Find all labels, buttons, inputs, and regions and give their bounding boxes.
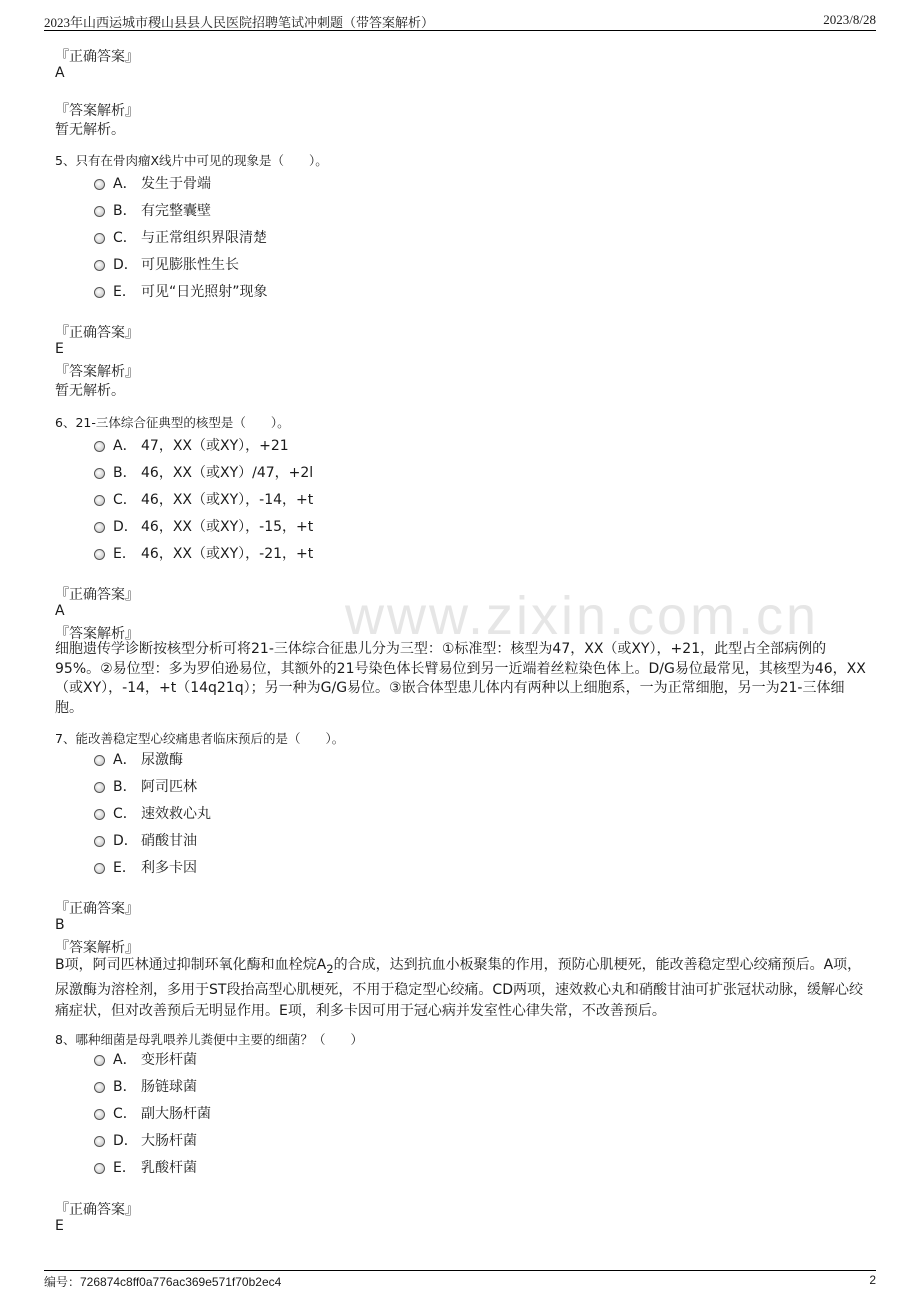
question-7-stem: 7、能改善稳定型心绞痛患者临床预后的是（ ）。 bbox=[55, 731, 345, 746]
question-6-stem: 6、21-三体综合征典型的核型是（ ）。 bbox=[55, 415, 290, 430]
q7-answer-value: B bbox=[55, 917, 65, 933]
document-date: 2023/8/28 bbox=[823, 12, 876, 27]
q7-option-b[interactable]: B． 阿司匹林 bbox=[94, 776, 197, 796]
radio-icon[interactable] bbox=[94, 179, 105, 190]
question-5-stem: 5、只有在骨肉瘤X线片中可见的现象是（ ）。 bbox=[55, 153, 328, 168]
analysis-label: 『答案解析』 bbox=[55, 364, 139, 380]
page-header bbox=[44, 10, 876, 31]
analysis-label: 『答案解析』 bbox=[55, 626, 139, 642]
page-footer bbox=[44, 1270, 876, 1291]
answer-label: 『正确答案』 bbox=[55, 1202, 139, 1218]
q8-option-c[interactable]: C． 副大肠杆菌 bbox=[94, 1103, 211, 1123]
answer-label: 『正确答案』 bbox=[55, 587, 139, 603]
q5-answer-value: E bbox=[55, 341, 64, 357]
q7-option-d[interactable]: D． 硝酸甘油 bbox=[94, 830, 197, 850]
q6-option-e[interactable]: E． 46，XX（或XY），-21，+t bbox=[94, 543, 313, 563]
q8-option-e[interactable]: E． 乳酸杆菌 bbox=[94, 1157, 197, 1177]
q8-option-b[interactable]: B． 肠链球菌 bbox=[94, 1076, 197, 1096]
analysis-label: 『答案解析』 bbox=[55, 940, 139, 956]
radio-icon[interactable] bbox=[94, 755, 105, 766]
radio-icon[interactable] bbox=[94, 495, 105, 506]
document-serial: 编号：726874c8ff0a776ac369e571f70b2ec4 bbox=[44, 1275, 282, 1289]
radio-icon[interactable] bbox=[94, 782, 105, 793]
q7-option-c[interactable]: C． 速效救心丸 bbox=[94, 803, 211, 823]
q8-option-d[interactable]: D． 大肠杆菌 bbox=[94, 1130, 197, 1150]
q6-option-b[interactable]: B． 46，XX（或XY）/47，+2l bbox=[94, 462, 313, 482]
q5-option-b[interactable]: B． 有完整囊壁 bbox=[94, 200, 211, 220]
radio-icon[interactable] bbox=[94, 1109, 105, 1120]
q5-option-d[interactable]: D． 可见膨胀性生长 bbox=[94, 254, 239, 274]
q6-option-c[interactable]: C． 46，XX（或XY），-14，+t bbox=[94, 489, 313, 509]
radio-icon[interactable] bbox=[94, 260, 105, 271]
page-number: 2 bbox=[869, 1273, 876, 1287]
q6-option-d[interactable]: D． 46，XX（或XY），-15，+t bbox=[94, 516, 313, 536]
radio-icon[interactable] bbox=[94, 233, 105, 244]
radio-icon[interactable] bbox=[94, 206, 105, 217]
radio-icon[interactable] bbox=[94, 809, 105, 820]
document-title: 2023年山西运城市稷山县县人民医院招聘笔试冲刺题（带答案解析） bbox=[44, 15, 435, 30]
analysis-label: 『答案解析』 bbox=[55, 103, 139, 119]
q8-option-a[interactable]: A． 变形杆菌 bbox=[94, 1049, 197, 1069]
q5-option-e[interactable]: E． 可见“日光照射”现象 bbox=[94, 281, 268, 301]
radio-icon[interactable] bbox=[94, 468, 105, 479]
q5-analysis-text: 暂无解析。 bbox=[55, 383, 125, 399]
answer-label: 『正确答案』 bbox=[55, 325, 139, 341]
radio-icon[interactable] bbox=[94, 522, 105, 533]
answer-value: A bbox=[55, 65, 65, 81]
watermark: www.zixin.com.cn bbox=[345, 586, 820, 646]
q7-analysis-text: B项，阿司匹林通过抑制环氧化酶和血栓烷$A_2$的合成，达到抗血小板聚集的作用，预防心肌梗死，能改善稳定型心绞痛预后。A项，尿激酶为溶栓剂，多用于ST段抬高型心肌梗死，不用于稳定型心绞痛。CD两项，速效救心丸和硝酸甘油可扩张冠状动脉，缓解心绞痛症状，但对改善预后无明显作用。E项，利多卡因可用于冠心病并发室性心律失常，不改善预后。 bbox=[55, 957, 863, 1019]
q6-analysis-text: 细胞遗传学诊断按核型分析可将21-三体综合征患儿分为三型：①标准型：核型为47，XX（或XY），+21，此型占全部病例的95%。②易位型：多为罗伯逊易位，其额外的21号染色体长臂易位到另一近端着丝粒染色体上。D/G易位最常见，其核型为46，XX（或XY），-14，+t（14q21q）；另一种为G/G易位。③嵌合体型患儿体内有两种以上细胞系，一为正常细胞，另一为21-三体细胞。 bbox=[55, 641, 866, 716]
q7-option-a[interactable]: A． 尿激酶 bbox=[94, 749, 183, 769]
radio-icon[interactable] bbox=[94, 1163, 105, 1174]
radio-icon[interactable] bbox=[94, 287, 105, 298]
analysis-text: 暂无解析。 bbox=[55, 122, 125, 138]
radio-icon[interactable] bbox=[94, 441, 105, 452]
radio-icon[interactable] bbox=[94, 863, 105, 874]
q5-option-c[interactable]: C． 与正常组织界限清楚 bbox=[94, 227, 267, 247]
q6-option-a[interactable]: A． 47，XX（或XY），+21 bbox=[94, 435, 289, 455]
q5-option-a[interactable]: A． 发生于骨端 bbox=[94, 173, 211, 193]
answer-label: 『正确答案』 bbox=[55, 49, 139, 65]
q7-option-e[interactable]: E． 利多卡因 bbox=[94, 857, 197, 877]
answer-label: 『正确答案』 bbox=[55, 901, 139, 917]
radio-icon[interactable] bbox=[94, 549, 105, 560]
radio-icon[interactable] bbox=[94, 1055, 105, 1066]
q6-answer-value: A bbox=[55, 603, 65, 619]
radio-icon[interactable] bbox=[94, 836, 105, 847]
radio-icon[interactable] bbox=[94, 1136, 105, 1147]
q8-answer-value: E bbox=[55, 1218, 64, 1234]
question-8-stem: 8、哪种细菌是母乳喂养儿粪便中主要的细菌？（ ） bbox=[55, 1032, 363, 1047]
radio-icon[interactable] bbox=[94, 1082, 105, 1093]
